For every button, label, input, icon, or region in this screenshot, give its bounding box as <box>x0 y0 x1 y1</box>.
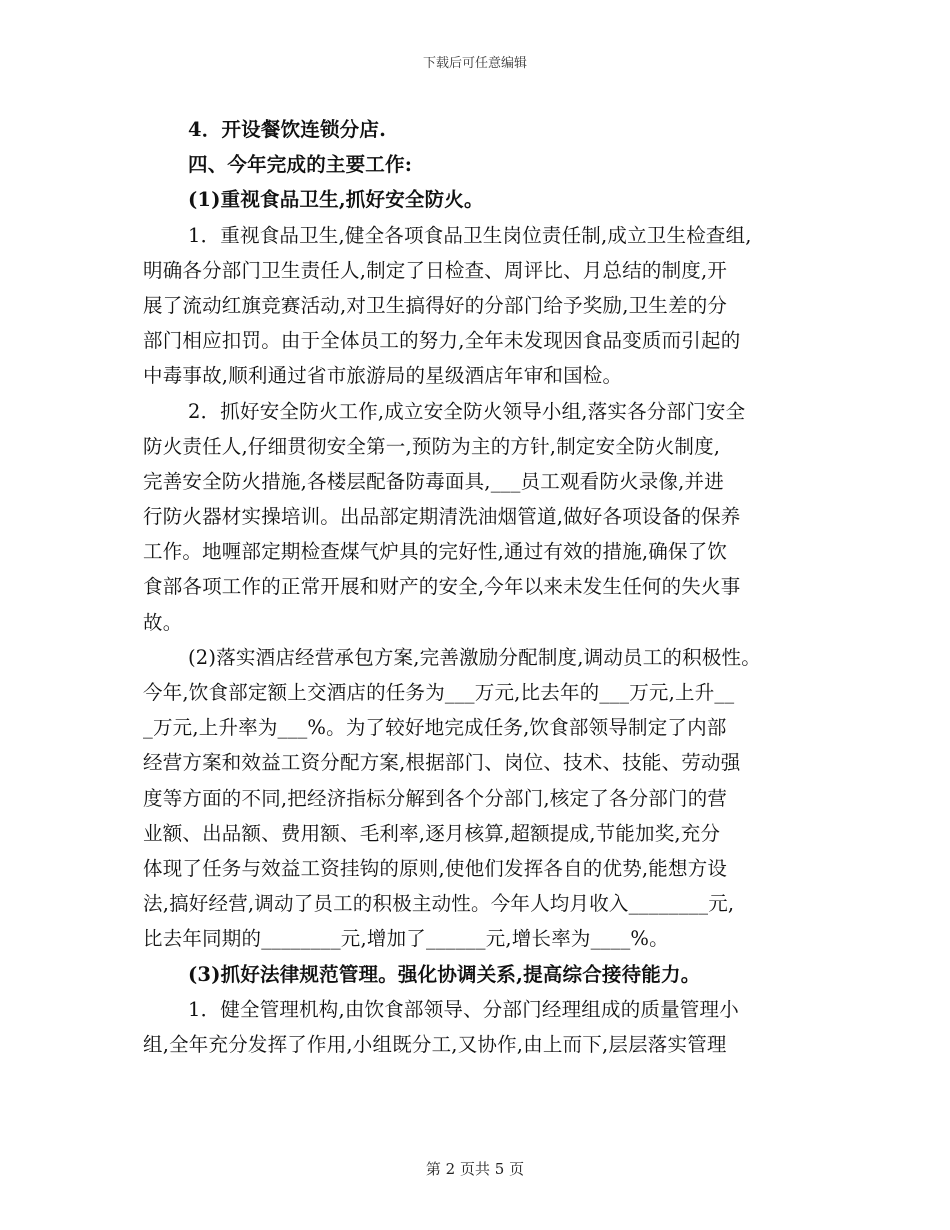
text-line: (1)重视食品卫生,抓好安全防火。 <box>188 188 484 212</box>
text-line: (2)落实酒店经营承包方案,完善激励分配制度,调动员工的积极性。 <box>188 645 761 669</box>
text-line: 工作。地喱部定期检查煤气炉具的完好性,通过有效的措施,确保了饮 <box>143 540 728 564</box>
text-line: 明确各分部门卫生责任人,制定了日检查、周评比、月总结的制度,开 <box>143 258 728 282</box>
text-line: 行防火器材实操培训。出品部定期清洗油烟管道,做好各项设备的保养 <box>143 505 741 529</box>
text-line: 度等方面的不同,把经济指标分解到各个分部门,核定了各分部门的营 <box>143 786 728 810</box>
text-line: 食部各项工作的正常开展和财产的安全,今年以来未发生任何的失火事 <box>143 575 741 599</box>
text-line: 4．开设餐饮连锁分店. <box>188 118 387 141</box>
text-line: 业额、出品额、费用额、毛利率,逐月核算,超额提成,节能加奖,充分 <box>143 821 721 845</box>
text-line: 2．抓好安全防火工作,成立安全防火领导小组,落实各分部门安全 <box>188 399 746 423</box>
text-line: 完善安全防火措施,各楼层配备防毒面具,___员工观看防火录像,并进 <box>143 469 724 493</box>
text-line: 今年,饮食部定额上交酒店的任务为___万元,比去年的___万元,上升__ <box>143 681 735 704</box>
text-line: 防火责任人,仔细贯彻安全第一,预防为主的方针,制定安全防火制度, <box>143 434 721 458</box>
page-header: 下载后可任意编辑 <box>422 56 527 71</box>
text-line: (3)抓好法律规范管理。强化协调关系,提高综合接待能力。 <box>188 962 701 986</box>
text-line: 经营方案和效益工资分配方案,根据部门、岗位、技术、技能、劳动强 <box>143 751 741 775</box>
page-footer: 第 2 页共 5 页 <box>425 1160 525 1178</box>
text-line: 组,全年充分发挥了作用,小组既分工,又协作,由上而下,层层落实管理 <box>143 1032 727 1056</box>
document-body <box>143 112 808 1062</box>
text-line: 1．健全管理机构,由饮食部领导、分部门经理组成的质量管理小 <box>188 997 739 1021</box>
text-line: 故。 <box>143 610 183 634</box>
text-line: _万元,上升率为___%。为了较好地完成任务,饮食部领导制定了内部 <box>143 716 727 740</box>
text-line: 中毒事故,顺利通过省市旅游局的星级酒店年审和国检。 <box>143 364 623 388</box>
text-line: 法,搞好经营,调动了员工的积极主动性。今年人均月收入________元, <box>143 892 735 916</box>
text-line: 展了流动红旗竞赛活动,对卫生搞得好的分部门给予奖励,卫生差的分 <box>143 293 728 317</box>
text-line: 比去年同期的________元,增加了______元,增长率为____%。 <box>143 927 669 951</box>
text-line: 四、今年完成的主要工作: <box>188 153 413 177</box>
text-line: 部门相应扣罚。由于全体员工的努力,全年未发现因食品变质而引起的 <box>143 329 741 353</box>
text-line: 体现了任务与效益工资挂钩的原则,使他们发挥各自的优势,能想方设 <box>143 856 728 880</box>
text-line: 1．重视食品卫生,健全各项食品卫生岗位责任制,成立卫生检查组, <box>188 223 752 247</box>
